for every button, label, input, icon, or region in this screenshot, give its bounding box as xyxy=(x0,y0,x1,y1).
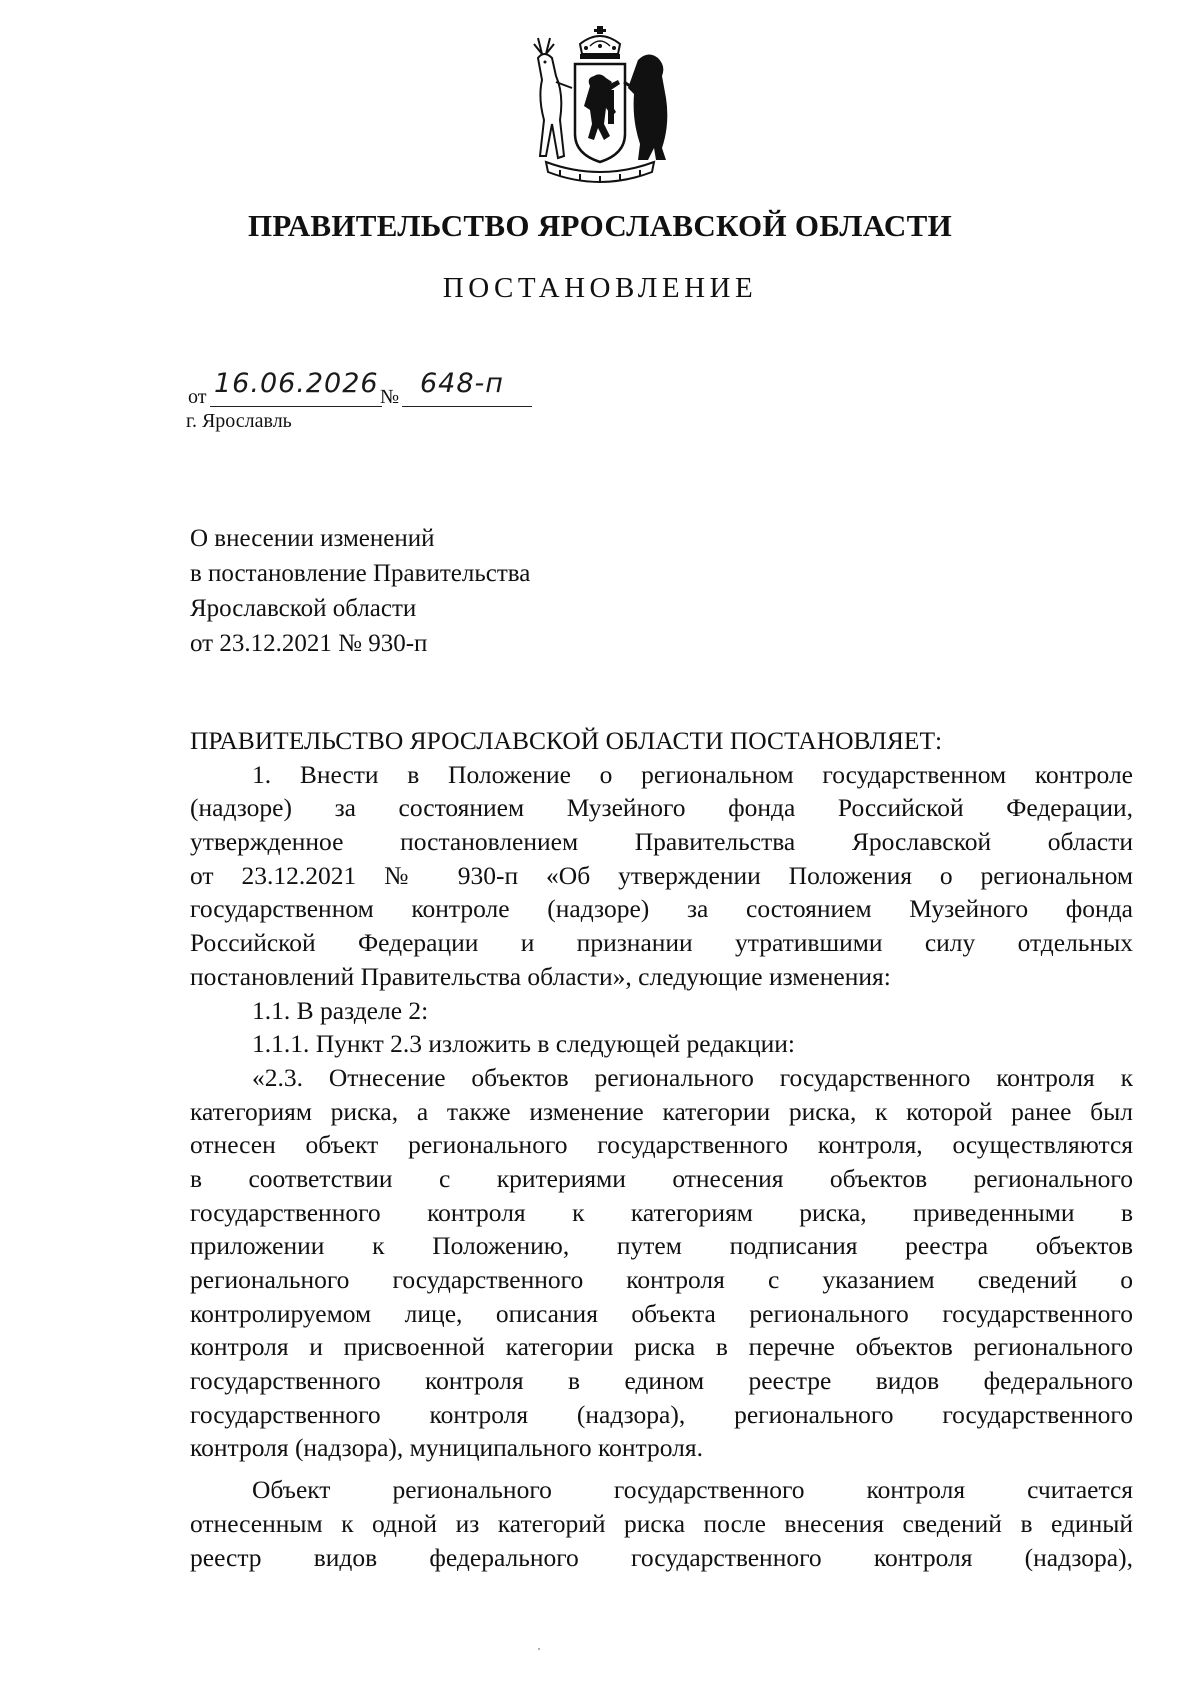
scan-speck xyxy=(538,1648,540,1650)
body-line: государственного контроля в едином реестре видов федерального xyxy=(190,1366,1133,1396)
subject-line: в постановление Правительства xyxy=(190,560,531,587)
resolution-heading: ПРАВИТЕЛЬСТВО ЯРОСЛАВСКОЙ ОБЛАСТИ ПОСТАНОВЛЯЕТ: xyxy=(190,726,943,755)
document-requisites xyxy=(188,368,608,408)
body-line: «2.3. Отнесение объектов регионального государственного контроля к xyxy=(252,1062,1133,1092)
coat-of-arms-emblem xyxy=(520,24,680,192)
body-line: категориям риска, а также изменение категории риска, к которой ранее был xyxy=(190,1096,1133,1126)
body-line: постановлений Правительства области», следующие изменения: xyxy=(190,961,891,991)
subject-line: Ярославской области xyxy=(190,595,417,622)
body-line: отнесен объект регионального государственного контроля, осуществляются xyxy=(190,1130,1133,1160)
body-line: в соответствии с критериями отнесения объектов регионального xyxy=(190,1163,1133,1193)
body-line: реестр видов федерального государственного контроля (надзора), xyxy=(190,1542,1133,1572)
body-line: государственного контроля к категориям риска, приведенными в xyxy=(190,1197,1133,1227)
body-line: Российской Федерации и признании утратившими силу отдельных xyxy=(190,928,1133,958)
document-body xyxy=(190,724,1133,1574)
document-subject xyxy=(190,521,710,661)
body-line: 1. Внести в Положение о региональном государственном контроле xyxy=(252,759,1133,789)
body-line: государственного контроля (надзора), регионального государственного xyxy=(190,1399,1133,1429)
body-line: утвержденное постановлением Правительства Ярославской области xyxy=(190,827,1133,857)
body-line: контролируемом лице, описания объекта регионального государственного xyxy=(190,1298,1133,1328)
body-line: 1.1. В разделе 2: xyxy=(252,995,429,1025)
body-line: регионального государственного контроля с указанием сведений о xyxy=(190,1265,1133,1294)
body-line: Объект регионального государственного контроля считается xyxy=(252,1475,1133,1505)
date-prefix: от xyxy=(188,386,207,408)
government-title: ПРАВИТЕЛЬСТВО ЯРОСЛАВСКОЙ ОБЛАСТИ xyxy=(248,208,952,243)
body-line: 1.1.1. Пункт 2.3 изложить в следующей редакции: xyxy=(252,1029,795,1059)
paragraph-gap xyxy=(190,1465,1133,1473)
body-line: контроля (надзора), муниципального контроля. xyxy=(190,1433,703,1463)
number-underline xyxy=(402,406,532,407)
city-line: г. Ярославль xyxy=(186,410,292,432)
body-line: приложении к Положению, путем подписания реестра объектов xyxy=(190,1231,1133,1261)
subject-line: О внесении изменений xyxy=(190,525,435,552)
body-line: от 23.12.2021 № 930-п «Об утверждении Положения о региональном xyxy=(190,860,1133,890)
number-prefix: № xyxy=(380,386,400,408)
subject-line: от 23.12.2021 № 930-п xyxy=(190,630,428,657)
document-date: 16.06.2026 xyxy=(214,368,379,399)
body-line: государственном контроле (надзоре) за состоянием Музейного фонда xyxy=(190,894,1133,924)
body-line: (надзоре) за состоянием Музейного фонда Российской Федерации, xyxy=(190,793,1133,823)
body-line: отнесенным к одной из категорий риска после внесения сведений в единый xyxy=(190,1508,1133,1538)
document-number: 648-п xyxy=(420,368,504,399)
document-type-heading: ПОСТАНОВЛЕНИЕ xyxy=(442,272,758,304)
date-underline xyxy=(210,406,382,407)
body-line: контроля и присвоенной категории риска в перечне объектов регионального xyxy=(190,1332,1133,1362)
